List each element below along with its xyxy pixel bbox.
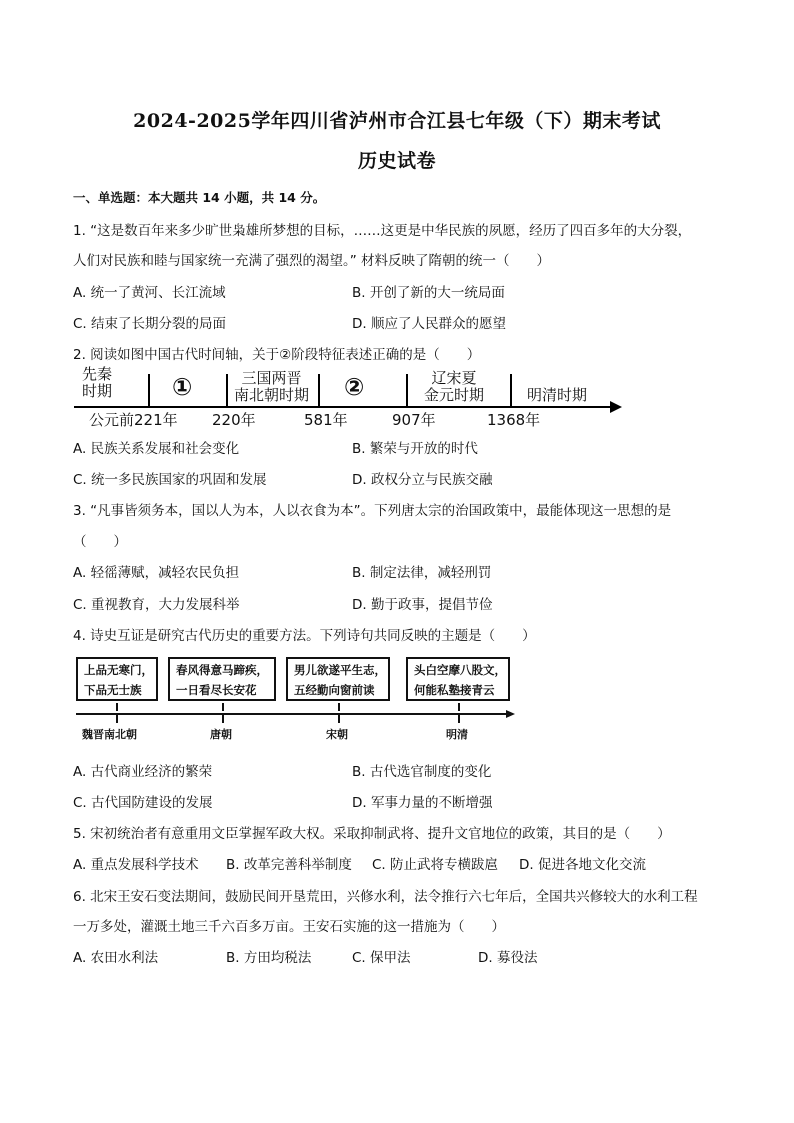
question-2-stem: 2. 阅读如图中国古代时间轴，关于②阶段特征表述正确的是（ ） <box>73 347 481 363</box>
question-4-stem: 4. 诗史互证是研究古代历史的重要方法。下列诗句共同反映的主题是（ ） <box>73 628 536 644</box>
poem-timeline-axis <box>76 713 508 715</box>
question-6-stem-line-1: 6. 北宋王安石变法期间，鼓励民间开垦荒田，兴修水利，法令推行六七年后，全国共兴修较大的水利工程 <box>73 889 698 905</box>
timeline-axis <box>74 406 614 408</box>
timeline-period-ming-qing: 明清时期 <box>527 386 588 404</box>
question-6-option-a: A. 农田水利法 <box>73 950 159 966</box>
timeline-tick <box>406 374 408 406</box>
timeline-period-pre-qin: 先秦 时期 <box>82 365 113 400</box>
question-5-option-c: C. 防止武将专横跋扈 <box>372 857 499 873</box>
timeline-year: 581年 <box>304 411 348 429</box>
poem-timeline-arrow-icon <box>506 710 515 718</box>
question-3-option-c: C. 重视教育，大力发展科举 <box>73 597 240 613</box>
poem-connector <box>116 703 118 711</box>
poem-connector <box>222 703 224 711</box>
question-2-option-d: D. 政权分立与民族交融 <box>352 472 493 488</box>
timeline-tick <box>226 374 228 406</box>
question-6-option-d: D. 募役法 <box>478 950 538 966</box>
timeline-year: 907年 <box>392 411 436 429</box>
poem-line: 五经勤向窗前读 <box>294 683 375 697</box>
question-2-option-c: C. 统一多民族国家的巩固和发展 <box>73 472 267 488</box>
question-4-option-a: A. 古代商业经济的繁荣 <box>73 764 213 780</box>
question-1-stem-line-2: 人们对民族和睦与国家统一充满了强烈的渴望。” 材料反映了隋朝的统一（ ） <box>73 253 551 269</box>
poem-era-label: 唐朝 <box>210 728 232 741</box>
question-6-option-b: B. 方田均税法 <box>226 950 312 966</box>
timeline-year: 1368年 <box>487 411 541 429</box>
timeline-period-three-kingdoms: 三国两晋 南北朝时期 <box>234 369 310 404</box>
timeline-period-1-marker: ① <box>172 373 193 401</box>
question-3-option-a: A. 轻徭薄赋，减轻农民负担 <box>73 565 240 581</box>
question-1-option-c: C. 结束了长期分裂的局面 <box>73 316 227 332</box>
question-1-stem-line-1: 1. “这是数百年来多少旷世枭雄所梦想的目标，……这更是中华民族的夙愿，经历了四百多年的大分裂， <box>73 223 692 239</box>
question-4-option-d: D. 军事力量的不断增强 <box>352 795 493 811</box>
question-3-option-b: B. 制定法律，减轻刑罚 <box>352 565 492 581</box>
question-3-stem-line-1: 3. “凡事皆须务本，国以人为本，人以衣食为本”。下列唐太宗的治国政策中，最能体现这一思想的是 <box>73 503 672 519</box>
poem-era-label: 明清 <box>446 728 468 741</box>
poem-line: 头白空摩八股文， <box>414 663 506 677</box>
poem-line: 一日看尽长安花 <box>176 683 257 697</box>
question-5-option-b: B. 改革完善科举制度 <box>226 857 352 873</box>
question-1-option-b: B. 开创了新的大一统局面 <box>352 285 505 301</box>
timeline-year: 公元前221年 <box>89 411 178 429</box>
poem-card-wei-jin <box>76 657 158 701</box>
exam-title: 2024-2025学年四川省泸州市合江县七年级（下）期末考试 <box>133 110 661 132</box>
poem-timeline-tick <box>458 715 460 723</box>
question-6-option-c: C. 保甲法 <box>352 950 411 966</box>
timeline-tick <box>148 374 150 406</box>
section-heading: 一、单选题：本大题共 14 小题，共 14 分。 <box>73 190 326 205</box>
poem-line: 上品无寒门， <box>84 663 153 677</box>
poem-card-ming-qing <box>406 657 510 701</box>
timeline-period-2-marker: ② <box>344 373 365 401</box>
timeline-tick <box>510 374 512 406</box>
timeline-arrow-icon <box>610 401 622 413</box>
question-3-stem-line-2: （ ） <box>73 534 127 550</box>
poem-era-label: 魏晋南北朝 <box>82 728 137 741</box>
question-5-option-d: D. 促进各地文化交流 <box>519 857 646 873</box>
poem-card-tang <box>168 657 276 701</box>
poem-line: 何能私塾接青云 <box>414 683 495 697</box>
question-4-option-b: B. 古代选官制度的变化 <box>352 764 492 780</box>
question-2-option-b: B. 繁荣与开放的时代 <box>352 441 478 457</box>
poem-line: 春风得意马蹄疾， <box>176 663 268 677</box>
poem-connector <box>458 703 460 711</box>
question-3-option-d: D. 勤于政事，提倡节俭 <box>352 597 493 613</box>
exam-subtitle: 历史试卷 <box>357 150 436 172</box>
poem-line: 下品无士族 <box>84 683 142 697</box>
question-5-stem: 5. 宋初统治者有意重用文臣掌握军政大权。采取抑制武将、提升文官地位的政策，其目的是（ ） <box>73 826 671 842</box>
history-timeline-figure <box>72 366 632 432</box>
timeline-year: 220年 <box>212 411 256 429</box>
timeline-period-liao-song: 辽宋夏 金元时期 <box>424 369 485 404</box>
poem-timeline-figure <box>72 655 522 745</box>
poem-connector <box>338 703 340 711</box>
poem-line: 男儿欲遂平生志， <box>294 663 386 677</box>
question-5-option-a: A. 重点发展科学技术 <box>73 857 199 873</box>
poem-timeline-tick <box>222 715 224 723</box>
poem-card-song <box>286 657 390 701</box>
timeline-tick <box>318 374 320 406</box>
question-1-option-d: D. 顺应了人民群众的愿望 <box>352 316 506 332</box>
question-4-option-c: C. 古代国防建设的发展 <box>73 795 213 811</box>
poem-timeline-tick <box>116 715 118 723</box>
poem-timeline-tick <box>338 715 340 723</box>
question-1-option-a: A. 统一了黄河、长江流域 <box>73 285 226 301</box>
poem-era-label: 宋朝 <box>326 728 348 741</box>
question-2-option-a: A. 民族关系发展和社会变化 <box>73 441 240 457</box>
question-6-stem-line-2: 一万多处，灌溉土地三千六百多万亩。王安石实施的这一措施为（ ） <box>73 919 505 935</box>
